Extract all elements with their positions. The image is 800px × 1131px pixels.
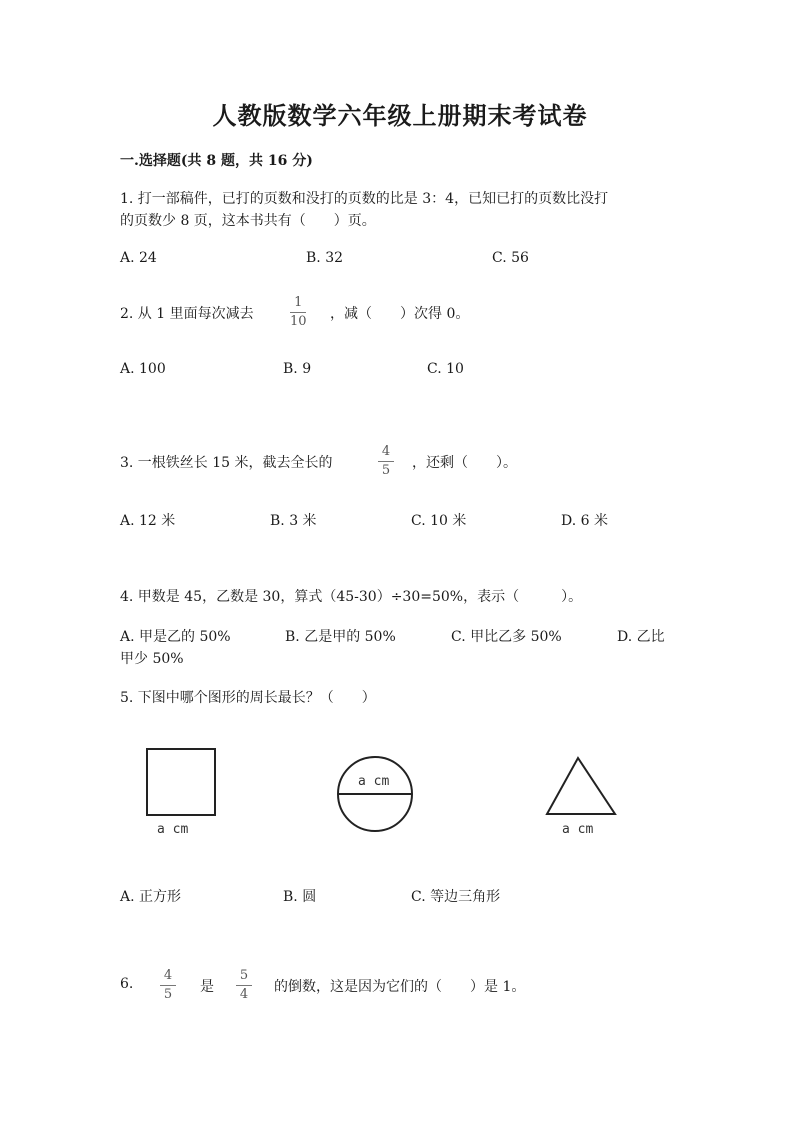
fraction-numerator: 5 xyxy=(239,968,249,983)
question-2-fraction xyxy=(290,296,307,329)
question-3-fraction xyxy=(378,445,394,478)
fraction-bar xyxy=(160,985,176,986)
question-1-line-2: 的页数少 8 页，这本书共有（ ）页。 xyxy=(120,213,376,229)
fraction-bar xyxy=(290,312,306,313)
question-5-line-1: 5. 下图中哪个图形的周长最长？（ ） xyxy=(120,690,376,706)
fraction-denominator: 5 xyxy=(381,463,391,478)
fraction-denominator: 4 xyxy=(239,987,249,1002)
question-6-fraction-1 xyxy=(160,969,176,1002)
triangle-figure xyxy=(540,748,630,820)
square-shape xyxy=(147,749,215,815)
fraction-denominator: 5 xyxy=(163,987,173,1002)
question-4-option-b[interactable]: B. 乙是甲的 50% xyxy=(285,629,396,645)
question-1-option-a[interactable]: A. 24 xyxy=(120,250,157,266)
fraction-denominator: 10 xyxy=(290,314,307,329)
question-2-option-a[interactable]: A. 100 xyxy=(120,361,166,377)
question-4-line-1: 4. 甲数是 45，乙数是 30，算式（45-30）÷30=50%，表示（ ）。 xyxy=(120,589,583,605)
question-2-option-b[interactable]: B. 9 xyxy=(283,361,312,377)
question-6-suffix: 的倒数，这是因为它们的（ ）是 1。 xyxy=(274,979,526,995)
triangle-label: a cm xyxy=(562,822,594,837)
question-3-prefix: 3. 一根铁丝长 15 米，截去全长的 xyxy=(120,455,333,471)
question-5-option-a[interactable]: A. 正方形 xyxy=(120,889,182,905)
section-heading-choice: 一.选择题(共 8 题，共 16 分) xyxy=(120,153,313,169)
question-1-option-c[interactable]: C. 56 xyxy=(492,250,529,266)
fraction-numerator: 1 xyxy=(294,295,303,310)
question-1-line-1: 1. 打一部稿件，已打的页数和没打的页数的比是 3：4，已知已打的页数比没打 xyxy=(120,191,609,207)
square-figure xyxy=(140,742,230,822)
question-3-option-d[interactable]: D. 6 米 xyxy=(561,513,608,529)
question-4-option-d-continued: 甲少 50% xyxy=(120,651,184,667)
question-2-option-c[interactable]: C. 10 xyxy=(427,361,464,377)
question-2-suffix: ，减（ ）次得 0。 xyxy=(330,306,470,322)
question-4-option-d[interactable]: D. 乙比 xyxy=(617,629,665,645)
question-2-prefix: 2. 从 1 里面每次减去 xyxy=(120,306,254,322)
fraction-numerator: 4 xyxy=(163,968,173,983)
fraction-bar xyxy=(378,461,394,462)
fraction-bar xyxy=(236,985,252,986)
question-6-is: 是 xyxy=(200,979,214,995)
question-3-option-b[interactable]: B. 3 米 xyxy=(270,513,317,529)
question-6-number: 6. xyxy=(120,976,134,992)
triangle-shape xyxy=(547,758,615,814)
circle-label: a cm xyxy=(358,774,390,789)
question-6-fraction-2 xyxy=(236,969,252,1002)
question-3-suffix: ，还剩（ ）。 xyxy=(412,455,517,471)
question-3-option-c[interactable]: C. 10 米 xyxy=(411,513,467,529)
circle-figure xyxy=(330,750,420,840)
question-4-option-c[interactable]: C. 甲比乙多 50% xyxy=(451,629,562,645)
square-label: a cm xyxy=(157,822,189,837)
fraction-numerator: 4 xyxy=(381,444,391,459)
question-1-option-b[interactable]: B. 32 xyxy=(306,250,344,266)
question-4-option-a[interactable]: A. 甲是乙的 50% xyxy=(120,629,231,645)
question-5-option-c[interactable]: C. 等边三角形 xyxy=(411,889,501,905)
question-5-option-b[interactable]: B. 圆 xyxy=(283,889,317,905)
question-3-option-a[interactable]: A. 12 米 xyxy=(120,513,176,529)
page-title: 人教版数学六年级上册期末考试卷 xyxy=(212,101,588,130)
